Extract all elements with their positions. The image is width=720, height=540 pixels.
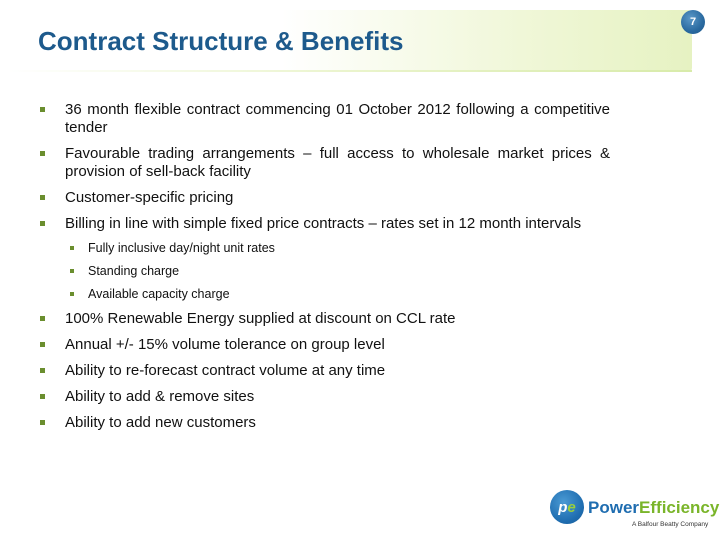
logo-word-efficiency: Efficiency	[639, 498, 720, 517]
page-number-badge: 7	[681, 10, 705, 34]
bullet-text: Customer-specific pricing	[65, 189, 234, 206]
bullet-marker-icon	[40, 221, 45, 226]
bullet-item	[38, 215, 610, 233]
slide-title: Contract Structure & Benefits	[38, 26, 404, 56]
bullet-marker-icon	[40, 316, 45, 321]
logo-word-power: Power	[588, 498, 640, 517]
bullet-marker-icon	[40, 394, 45, 399]
bullet-marker-icon	[40, 368, 45, 373]
bullet-marker-icon	[40, 420, 45, 425]
sub-bullet-list	[38, 241, 610, 302]
logo-mark-e: e	[567, 498, 576, 516]
sub-bullet-marker-icon	[70, 269, 74, 273]
bullet-marker-icon	[40, 151, 45, 156]
sub-bullet-text: Available capacity charge	[88, 287, 230, 301]
logo-tagline: A Balfour Beatty Company	[632, 521, 709, 528]
logo-mark-icon	[550, 490, 584, 524]
sub-bullet-marker-icon	[70, 292, 74, 296]
sub-bullet-text: Standing charge	[88, 264, 180, 278]
bullet-text: Ability to add new customers	[65, 414, 256, 431]
company-logo	[550, 490, 720, 534]
bullet-text: Billing in line with simple fixed price contracts – rates set in 12 month intervals	[65, 215, 582, 232]
sub-bullet-item	[38, 241, 610, 256]
bullet-item	[38, 362, 610, 380]
bullet-marker-icon	[40, 195, 45, 200]
bullet-text: 36 month flexible contract commencing 01 October 2012 following a competitive tender	[65, 101, 610, 136]
logo-wordmark	[588, 498, 719, 518]
bullet-item	[38, 101, 610, 137]
bullet-item	[38, 388, 610, 406]
bullet-text: Favourable trading arrangements – full access to wholesale market prices & provision of sell-back facility	[65, 145, 610, 180]
bullet-text: Ability to re-forecast contract volume at any time	[65, 362, 386, 379]
bullet-text: Ability to add & remove sites	[65, 388, 255, 405]
bullet-marker-icon	[40, 342, 45, 347]
bullet-item	[38, 310, 610, 328]
sub-bullet-text: Fully inclusive day/night unit rates	[88, 241, 275, 255]
sub-bullet-item	[38, 287, 610, 302]
bullet-text: 100% Renewable Energy supplied at discount on CCL rate	[65, 310, 456, 327]
sub-bullet-marker-icon	[70, 246, 74, 250]
bullet-list	[38, 101, 610, 440]
bullet-item	[38, 414, 610, 432]
bullet-text: Annual +/- 15% volume tolerance on group level	[65, 336, 385, 353]
logo-mark-p: p	[558, 498, 568, 516]
sub-bullet-item	[38, 264, 610, 279]
bullet-item	[38, 145, 610, 181]
bullet-marker-icon	[40, 107, 45, 112]
bullet-item	[38, 189, 610, 207]
bullet-item	[38, 336, 610, 354]
